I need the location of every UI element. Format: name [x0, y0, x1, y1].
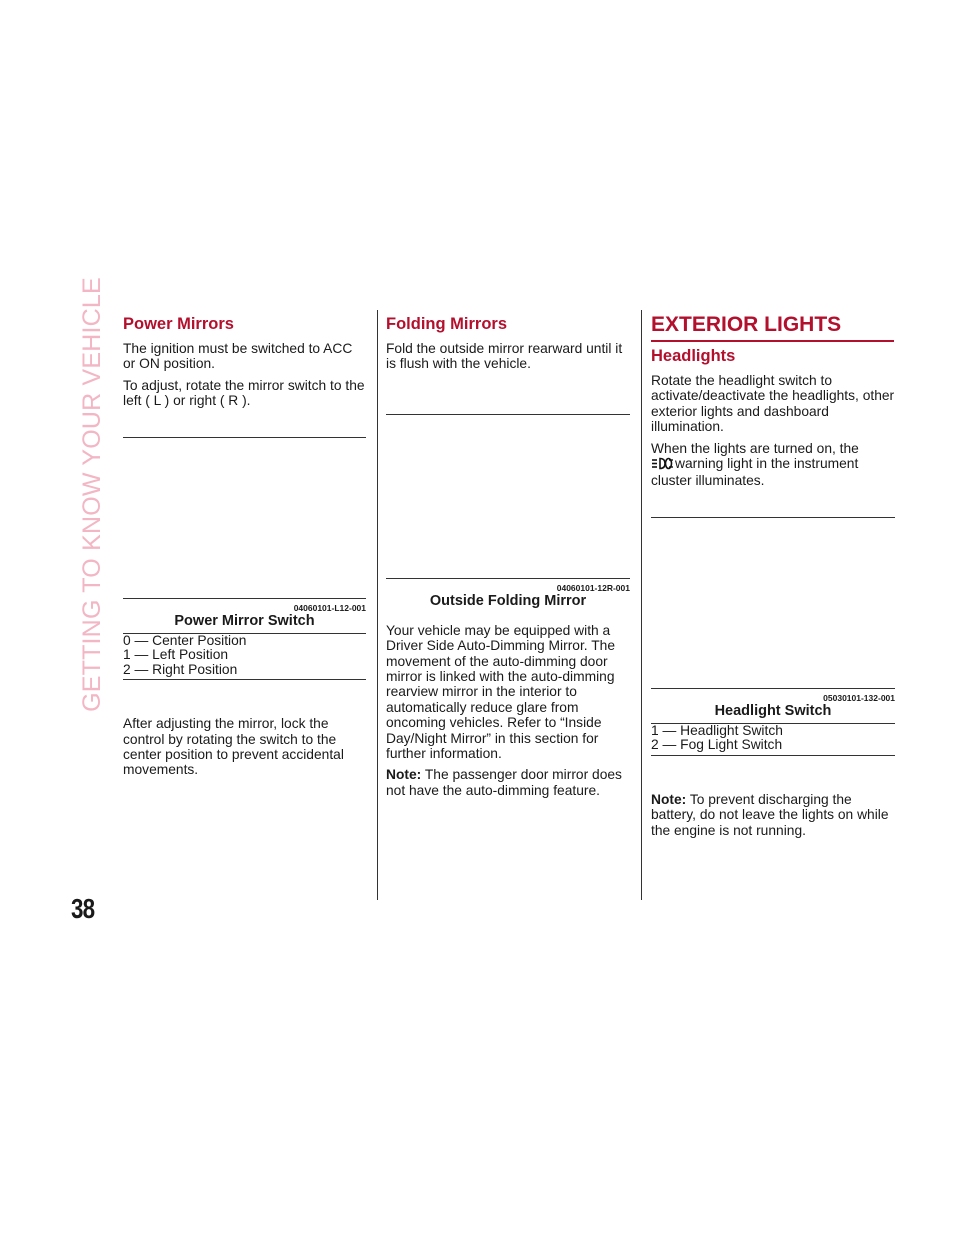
legend-item: 2 — Right Position: [123, 661, 238, 677]
legend-item: 1 — Left Position: [123, 647, 229, 663]
figure-legend: [651, 724, 895, 756]
column-folding-mirrors: [386, 310, 630, 804]
paragraph-warning-light: When the lights are turned on, the warning light in the instrument cluster illuminates.: [651, 440, 859, 489]
figure-caption: [386, 578, 630, 609]
figure-title: Power Mirror Switch: [174, 612, 315, 629]
figure-image-area: [386, 415, 630, 578]
figure-power-mirror-switch: [123, 437, 366, 634]
chapter-title: GETTING TO KNOW YOUR VEHICLE: [77, 277, 106, 712]
legend-item: 2 — Fog Light Switch: [651, 737, 783, 753]
page-number: 38: [71, 893, 95, 924]
paragraph: To adjust, rotate the mirror switch to the left ( L ) or right ( R ).: [123, 377, 365, 409]
section-heading-headlights: Headlights: [651, 347, 736, 365]
note-label: Note:: [386, 767, 422, 783]
note-label: Note:: [651, 791, 687, 807]
legend-item: 1 — Headlight Switch: [651, 722, 783, 738]
figure-code: 04060101-L12-001: [293, 602, 366, 613]
note: [386, 767, 630, 798]
headlight-warning-icon: [651, 457, 673, 473]
column-divider-2: [641, 310, 642, 900]
legend-item: 0 — Center Position: [123, 632, 247, 648]
figure-title: Headlight Switch: [714, 702, 832, 719]
section-heading-folding-mirrors: Folding Mirrors: [386, 315, 507, 333]
paragraph: Your vehicle may be equipped with a Driver Side Auto-Dimming Mirror. The movement of the auto-dimming door mirror is linked with the auto-dimming rearview mirror in the interior to automatically reduce glare from oncoming vehicles. Refer to “Inside Day/Night Mirror” in this section for further information.: [386, 622, 615, 762]
figure-image-area: [651, 518, 895, 688]
figure-caption: [651, 688, 895, 719]
chapter-heading-exterior-lights: EXTERIOR LIGHTS: [651, 314, 894, 342]
paragraph: After adjusting the mirror, lock the control by rotating the switch to the center position to prevent accidental movements.: [123, 716, 344, 778]
figure-legend: [123, 634, 366, 681]
section-heading-power-mirrors: Power Mirrors: [123, 315, 234, 333]
note-text: To prevent discharging the battery, do not leave the lights on while the engine is not running.: [651, 791, 889, 838]
figure-headlight-switch: [651, 517, 895, 724]
paragraph: Fold the outside mirror rearward until it is flush with the vehicle.: [386, 341, 623, 372]
note: [651, 792, 895, 838]
figure-code: 05030101-132-001: [823, 692, 895, 703]
figure-caption: [123, 598, 366, 629]
chapter-side-tab: [72, 277, 112, 712]
note-text: The passenger door mirror does not have the auto-dimming feature.: [386, 767, 622, 798]
column-power-mirrors: [123, 310, 366, 784]
column-exterior-lights: [651, 310, 895, 844]
figure-outside-folding-mirror: [386, 414, 630, 609]
column-divider-1: [377, 310, 378, 900]
paragraph: The ignition must be switched to ACC or ON position.: [123, 341, 353, 372]
figure-code: 04060101-12R-001: [556, 582, 630, 593]
figure-title: Outside Folding Mirror: [429, 592, 587, 609]
paragraph: Rotate the headlight switch to activate/deactivate the headlights, other exterior lights and dashboard illumination.: [651, 373, 895, 435]
figure-image-area: [123, 438, 366, 598]
